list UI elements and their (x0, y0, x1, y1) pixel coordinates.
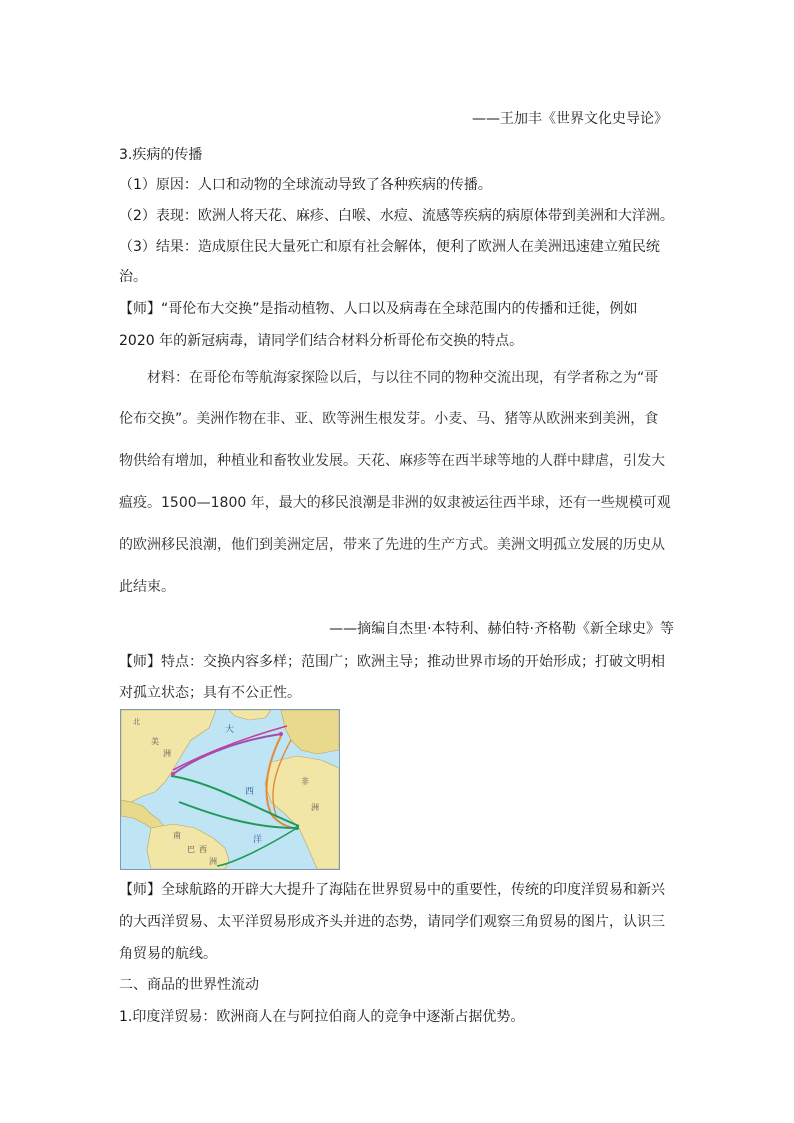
teacher-paragraph-3-line2: 的大西洋贸易、太平洋贸易形成齐头并进的态势，请同学们观察三角贸易的图片，认识三 (119, 914, 665, 930)
material-line6: 此结束。 (119, 579, 175, 595)
material-line2: 伦布交换”。美洲作物在非、亚、欧等洲生根发芽。小麦、马、猪等从欧洲来到美洲，食 (119, 411, 659, 427)
map-label-usa: 美 (151, 737, 159, 746)
triangle-trade-map-svg (121, 710, 339, 869)
material-line3: 物供给有增加，种植业和畜牧业发展。天花、麻疹等在西半球等地的人群中肆虐，引发大 (119, 453, 665, 469)
map-label-zhou: 洲 (209, 857, 217, 866)
source-citation-1: ——王加丰《世界文化史导论》 (472, 111, 668, 127)
teacher-paragraph-3-line3: 角贸易的航线。 (119, 946, 217, 962)
disease-cause: （1）原因：人口和动物的全球流动导致了各种疾病的传播。 (119, 177, 492, 193)
indian-ocean-trade: 1.印度洋贸易：欧洲商人在与阿拉伯商人的竞争中逐渐占据优势。 (119, 1009, 525, 1025)
map-label-africa-fei: 非 (301, 777, 309, 786)
teacher-paragraph-1-line2: 2020 年的新冠病毒，请同学们结合材料分析哥伦布交换的特点。 (119, 333, 524, 349)
triangle-trade-map (120, 709, 340, 870)
disease-result-line1: （3）结果：造成原住民大量死亡和原有社会解体，便利了欧洲人在美洲迅速建立殖民统 (119, 239, 660, 255)
map-label-west: 西 (245, 787, 255, 797)
map-label-zhou2: 洲 (163, 749, 171, 758)
teacher-paragraph-3-line1: 【师】全球航路的开辟大大提升了海陆在世界贸易中的重要性，传统的印度洋贸易和新兴 (119, 882, 665, 898)
section-2-title: 二、商品的世界性流动 (119, 977, 259, 993)
map-label-ba: 巴 (187, 845, 195, 854)
disease-result-line2: 治。 (119, 269, 147, 285)
disease-manifestation: （2）表现：欧洲人将天花、麻疹、白喉、水痘、流感等疾病的病原体带到美洲和大洋洲。 (119, 208, 674, 224)
material-line1: 材料：在哥伦布等航海家探险以后，与以往不同的物种交流出现，有学者称之为“哥 (147, 370, 659, 386)
teacher-paragraph-1-line1: 【师】“哥伦布大交换”是指动植物、人口以及病毒在全球范围内的传播和迁徙，例如 (119, 301, 638, 317)
material-line5: 的欧洲移民浪潮，他们到美洲定居，带来了先进的生产方式。美洲文明孤立发展的历史从 (119, 537, 665, 553)
section-3-title: 3.疾病的传播 (119, 147, 203, 163)
material-line4: 瘟疫。1500—1800 年，最大的移民浪潮是非洲的奴隶被运往西半球，还有一些规模可观 (119, 495, 671, 511)
teacher-paragraph-2-line1: 【师】特点：交换内容多样；范围广；欧洲主导；推动世界市场的开始形成；打破文明相 (119, 654, 665, 670)
map-label-big: 大 (225, 725, 235, 735)
map-label-africa-zhou: 洲 (311, 803, 319, 812)
map-label-north: 北 (133, 718, 140, 726)
material-source: ——摘编自杰里·本特利、赫伯特·齐格勒《新全球史》等 (329, 621, 674, 637)
teacher-paragraph-2-line2: 对孤立状态；具有不公正性。 (119, 685, 301, 701)
map-label-ocean: 洋 (253, 835, 263, 845)
map-label-xi: 西 (199, 845, 207, 854)
map-label-south: 南 (173, 831, 181, 840)
